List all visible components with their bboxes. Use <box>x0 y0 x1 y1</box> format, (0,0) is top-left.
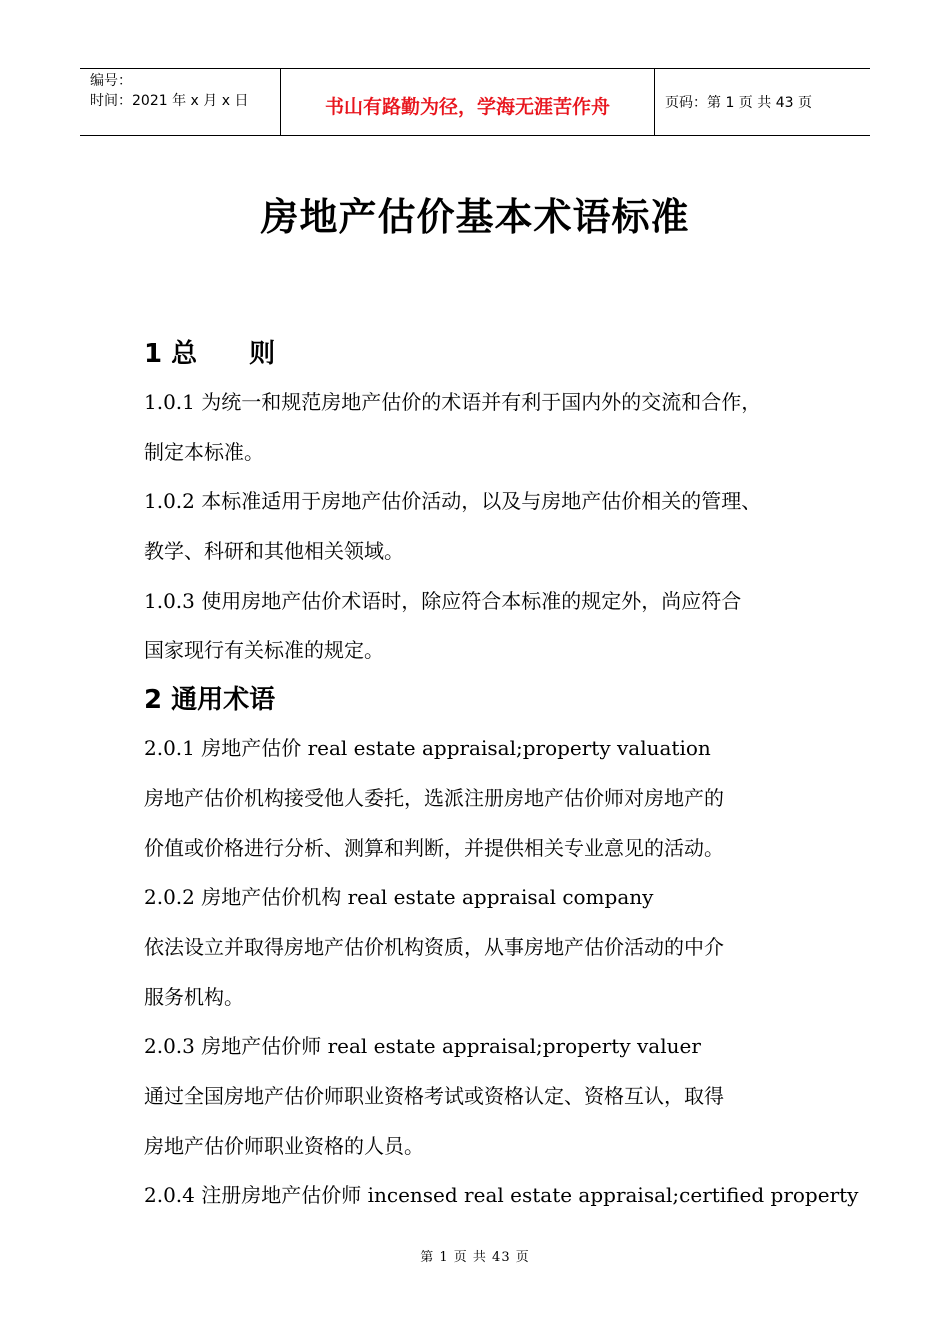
motto-text: 书山有路勤为径，学海无涯苦作舟 <box>324 95 610 118</box>
definition-line: 价值或价格进行分析、测算和判断，并提供相关专业意见的活动。 <box>144 835 724 860</box>
term-line: 2.0.1 房地产估价 real estate appraisal;property valuation <box>144 736 711 761</box>
code-label: 编号： <box>90 73 132 89</box>
paragraph-line: 1.0.1 为统一和规范房地产估价的术语并有利于国内外的交流和合作， <box>144 390 762 414</box>
paragraph-line: 1.0.3 使用房地产估价术语时，除应符合本标准的规定外，尚应符合 <box>144 588 742 613</box>
paragraph-line: 制定本标准。 <box>144 439 264 464</box>
header-table <box>80 68 870 136</box>
paragraph-line: 1.0.2 本标准适用于房地产估价活动，以及与房地产估价相关的管理、 <box>144 489 762 514</box>
definition-line: 依法设立并取得房地产估价机构资质，从事房地产估价活动的中介 <box>144 934 724 959</box>
header-page-cell <box>655 69 870 135</box>
definition-line: 房地产估价机构接受他人委托，选派注册房地产估价师对房地产的 <box>144 785 724 810</box>
page-footer: 第 1 页 共 43 页 <box>420 1250 530 1265</box>
definition-line: 通过全国房地产估价师职业资格考试或资格认定、资格互认，取得 <box>144 1083 724 1108</box>
term-line: 2.0.4 注册房地产估价师 incensed real estate appraisal;certified property <box>144 1183 859 1208</box>
page-info: 页码：第 1 页 共 43 页 <box>665 95 812 111</box>
term-line: 2.0.2 房地产估价机构 real estate appraisal company <box>144 885 654 910</box>
definition-line: 房地产估价师职业资格的人员。 <box>144 1133 424 1158</box>
section-heading-general: 1 总 则 <box>144 339 276 369</box>
header-meta-cell <box>80 69 281 135</box>
definition-line: 服务机构。 <box>144 984 244 1009</box>
paragraph-line: 国家现行有关标准的规定。 <box>144 638 384 663</box>
document-body <box>144 330 859 1221</box>
section-heading-terms: 2 通用术语 <box>144 685 276 716</box>
term-line: 2.0.3 房地产估价师 real estate appraisal;property valuer <box>144 1034 701 1059</box>
header-motto-cell <box>281 69 655 135</box>
paragraph-line: 教学、科研和其他相关领域。 <box>144 539 404 564</box>
date-label: 时间：2021 年 x 月 x 日 <box>90 93 249 109</box>
document-title: 房地产估价基本术语标准 <box>260 195 690 239</box>
